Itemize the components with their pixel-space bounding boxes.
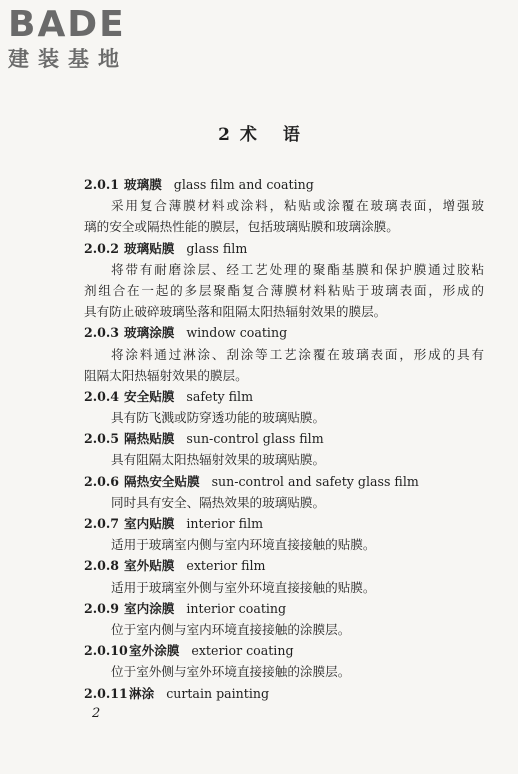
term-number: 2.0.7 [84, 516, 120, 531]
term-chinese: 玻璃涂膜 [124, 325, 175, 341]
term-english: interior film [186, 516, 264, 531]
term-heading [84, 513, 484, 534]
term-definition-line [84, 407, 484, 428]
term-heading [84, 238, 484, 259]
term-chinese: 室内涂膜 [124, 600, 175, 616]
definition-text: 璃的安全或隔热性能的膜层，包括玻璃贴膜和玻璃涂膜。 [84, 219, 399, 235]
term-number: 2.0.11 [84, 685, 128, 701]
term-heading [84, 598, 484, 619]
term-english: glass film and coating [173, 177, 314, 192]
chapter-title-part1: 术 [239, 125, 257, 145]
definition-text: 具有防止破碎玻璃坠落和阻隔太阳热辐射效果的膜层。 [84, 304, 387, 320]
term-number: 2.0.1 [84, 177, 120, 192]
term-english: safety film [186, 388, 254, 404]
term-heading [84, 322, 484, 343]
term-english: glass film [186, 240, 248, 256]
term-definition-line [84, 619, 484, 640]
term-chinese: 室外涂膜 [129, 643, 180, 659]
definition-text: 位于室内侧与室内环境直接接触的涂膜层。 [111, 621, 351, 637]
term-definition-line [84, 492, 484, 513]
term-number: 2.0.5 [84, 431, 120, 447]
term-english: exterior film [186, 558, 266, 574]
term-chinese: 淋涂 [129, 685, 155, 701]
definition-text: 适用于玻璃室外侧与室外环境直接接触的贴膜。 [111, 579, 376, 595]
page-number: 2 [92, 706, 101, 721]
definition-text: 剂组合在一起的多层聚酯复合薄膜材料粘贴于玻璃表面，形成的 [84, 282, 484, 298]
term-definition-line [84, 195, 484, 216]
term-definition-line [84, 577, 484, 598]
term-number: 2.0.2 [84, 240, 120, 256]
logo-wordmark: BADE [8, 4, 126, 45]
terms-list [84, 174, 484, 704]
chapter-title-part2: 语 [282, 125, 300, 145]
definition-text: 采用复合薄膜材料或涂料，粘贴或涂覆在玻璃表面，增强玻 [111, 198, 484, 214]
term-chinese: 隔热安全贴膜 [124, 473, 200, 489]
logo-subtitle: 建装基地 [8, 47, 128, 71]
term-english: sun-control and safety glass film [211, 473, 419, 489]
term-heading [84, 683, 484, 704]
term-english: interior coating [186, 600, 287, 616]
chapter-number: 2 [218, 125, 230, 145]
term-heading [84, 428, 484, 449]
definition-text: 具有防飞溅或防穿透功能的玻璃贴膜。 [111, 410, 326, 426]
term-heading [84, 640, 484, 661]
term-number: 2.0.9 [84, 600, 120, 616]
term-number: 2.0.10 [84, 643, 128, 659]
chapter-title [0, 120, 518, 145]
definition-text: 具有阻隔太阳热辐射效果的玻璃贴膜。 [111, 452, 326, 468]
term-chinese: 玻璃贴膜 [124, 240, 175, 256]
term-definition-line [84, 449, 484, 470]
term-heading [84, 386, 484, 407]
term-heading [84, 174, 484, 195]
term-definition-line [84, 301, 484, 322]
term-heading [84, 555, 484, 576]
term-definition-line [84, 365, 484, 386]
term-number: 2.0.8 [84, 558, 120, 574]
term-definition-line [84, 259, 484, 280]
definition-text: 将涂料通过淋涂、刮涂等工艺涂覆在玻璃表面，形成的具有 [111, 346, 484, 362]
term-chinese: 室外贴膜 [124, 558, 175, 574]
term-english: exterior coating [191, 643, 294, 659]
term-chinese: 安全贴膜 [124, 388, 175, 404]
term-definition-line [84, 280, 484, 301]
definition-text: 将带有耐磨涂层、经工艺处理的聚酯基膜和保护膜通过胶粘 [111, 261, 484, 277]
term-number: 2.0.6 [84, 473, 120, 489]
term-chinese: 玻璃膜 [124, 177, 162, 192]
term-definition-line [84, 534, 484, 555]
term-heading [84, 471, 484, 492]
term-definition-line [84, 344, 484, 365]
definition-text: 位于室外侧与室外环境直接接触的涂膜层。 [111, 664, 351, 680]
definition-text: 同时具有安全、隔热效果的玻璃贴膜。 [111, 494, 326, 510]
definition-text: 适用于玻璃室内侧与室内环境直接接触的贴膜。 [111, 537, 376, 553]
term-definition-line [84, 216, 484, 237]
term-chinese: 隔热贴膜 [124, 431, 175, 447]
term-english: curtain painting [166, 685, 270, 701]
term-number: 2.0.3 [84, 325, 120, 341]
definition-text: 阻隔太阳热辐射效果的膜层。 [84, 367, 248, 383]
term-english: window coating [186, 325, 288, 341]
term-definition-line [84, 661, 484, 682]
term-english: sun-control glass film [186, 431, 324, 447]
publisher-logo [8, 6, 158, 76]
term-number: 2.0.4 [84, 388, 120, 404]
term-chinese: 室内贴膜 [124, 516, 175, 531]
